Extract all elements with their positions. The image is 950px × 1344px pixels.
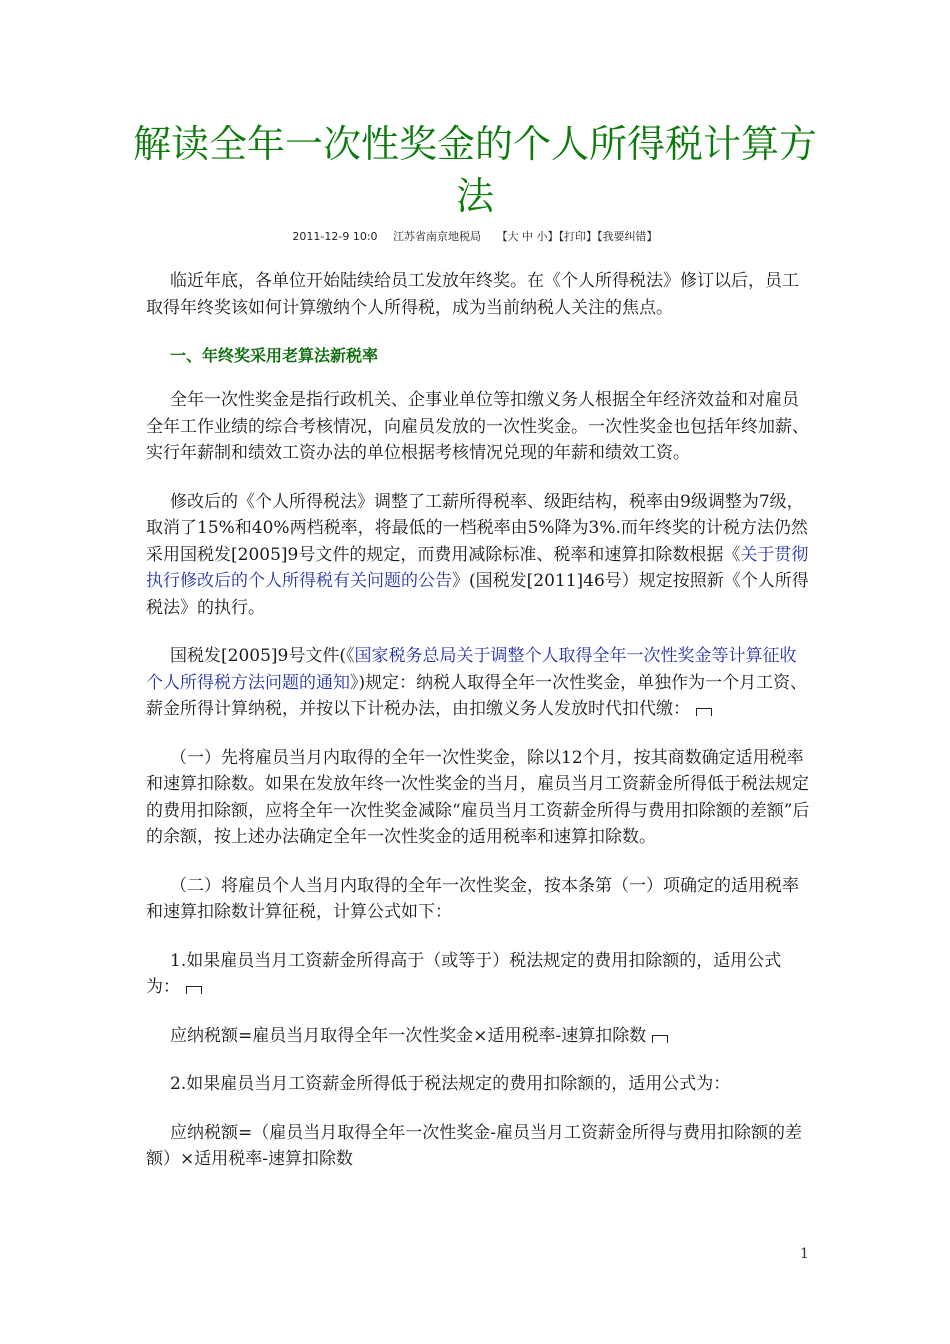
revision-text-a: 修改后的《个人所得税法》调整了工薪所得税率、级距结构，税率由9级调整为7级，取消了15%和40%两档税率，将最低的一档税率由5%降为3%.而年终奖的计税方法仍然采用国税发[2005]9号文件的规定，而费用减除标准、税率和速算扣除数根据《 [146, 491, 808, 565]
article-meta [120, 228, 830, 244]
rule-one-paragraph: （一）先将雇员当月内取得的全年一次性奖金，除以12个月，按其商数确定适用税率和速算扣除数。如果在发放年终一次性奖金的当月，雇员当月工资薪金所得低于税法规定的费用扣除额，应将全年一次性奖金减除“雇员当月工资薪金所得与费用扣除额的差额”后的余额，按上述办法确定全年一次性奖金的适用税率和速算扣除数。 [146, 747, 810, 847]
section-heading: 一、年终奖采用老算法新税率 [170, 346, 379, 365]
document-paragraph [146, 643, 810, 723]
formula-two: 应纳税额=（雇员当月取得全年一次性奖金-雇员当月工资薪金所得与费用扣除额的差额）×适用税率-速算扣除数 [146, 1122, 802, 1169]
formula-one-text: 应纳税额=雇员当月取得全年一次性奖金×适用税率-速算扣除数 [170, 1025, 647, 1046]
article-body [146, 268, 810, 1173]
line-break-mark-icon [652, 1035, 668, 1043]
report-error-link[interactable]: 【我要纠错】 [597, 230, 658, 243]
case-one-text: 1.如果雇员当月工资薪金所得高于（或等于）税法规定的费用扣除额的，适用公式为： [146, 950, 782, 997]
revision-text-b: 》(国税发[2011]46号）规定按照新《个人所得税法》的执行。 [146, 571, 809, 618]
page-number: 1 [800, 1246, 809, 1262]
revision-paragraph [146, 489, 810, 622]
document-text-a: 国税发[2005]9号文件(《 [170, 646, 355, 666]
document-text-b: 》)规定：纳税人取得全年一次性奖金，单独作为一个月工资、薪金所得计算纳税，并按以下计税办法，由扣缴义务人发放时代扣代缴： [146, 672, 808, 719]
formula-one [146, 1023, 810, 1050]
definition-paragraph: 全年一次性奖金是指行政机关、企事业单位等扣缴义务人根据全年经济效益和对雇员全年工作业绩的综合考核情况，向雇员发放的一次性奖金。一次性奖金也包括年终加薪、实行年薪制和绩效工资办法的单位根据考核情况兑现的年薪和绩效工资。 [146, 390, 809, 463]
line-break-mark-icon [186, 986, 202, 994]
notice-link[interactable]: 国家税务总局关于调整个人取得全年一次性奖金等计算征收个人所得税方法问题的通知 [146, 646, 797, 693]
article-title: 解读全年一次性奖金的个人所得税计算方法 [132, 122, 817, 218]
font-size-links[interactable]: 【大 中 小】 [496, 230, 559, 243]
announcement-link[interactable]: 关于贯彻执行修改后的个人所得税有关问题的公告 [146, 544, 809, 591]
case-two-paragraph: 2.如果雇员当月工资薪金所得低于税法规定的费用扣除额的，适用公式为： [170, 1074, 731, 1094]
publish-datetime: 2011-12-9 10:0 [292, 230, 378, 243]
case-one-paragraph [146, 948, 810, 1001]
intro-paragraph: 临近年底，各单位开始陆续给员工发放年终奖。在《个人所得税法》修订以后，员工取得年终奖该如何计算缴纳个人所得税，成为当前纳税人关注的焦点。 [146, 271, 799, 318]
line-break-mark-icon [696, 708, 712, 716]
source-name: 江苏省南京地税局 [393, 230, 482, 243]
print-link[interactable]: 【打印】 [558, 230, 598, 243]
rule-two-paragraph: （二）将雇员个人当月内取得的全年一次性奖金，按本条第（一）项确定的适用税率和速算扣除数计算征税，计算公式如下： [146, 875, 799, 922]
